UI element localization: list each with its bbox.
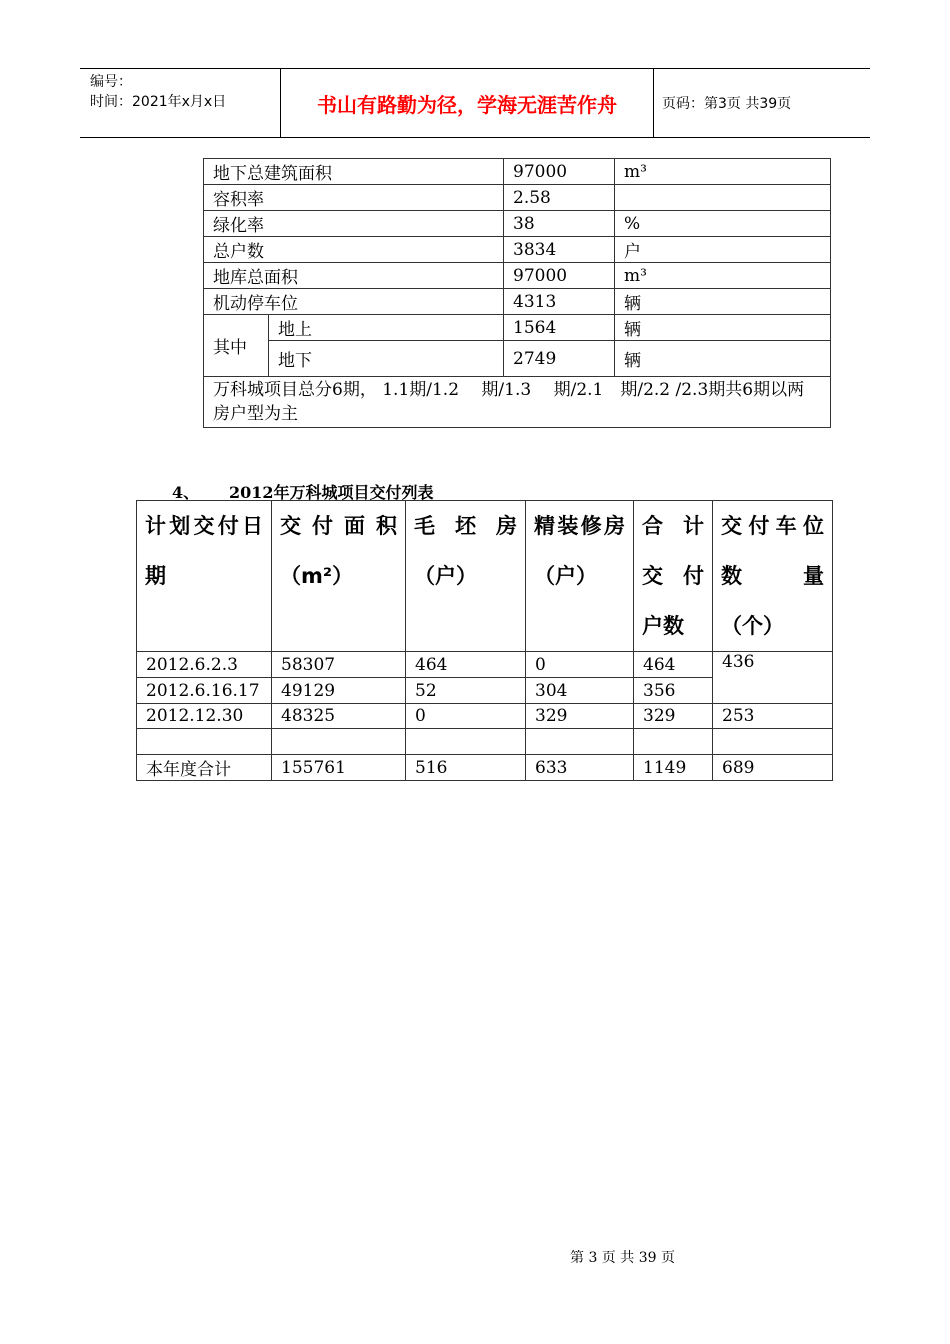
cell-rough	[406, 729, 526, 755]
cell-area	[272, 729, 406, 755]
row-label: 总户数	[204, 237, 504, 263]
cell-total	[634, 729, 713, 755]
table-row	[137, 704, 833, 729]
project-phase-note: 万科城项目总分6期， 1.1期/1.2 期/1.3 期/2.1 期/2.2 /2.3期共6期以两房户型为主	[204, 377, 831, 428]
row-label: 容积率	[204, 185, 504, 211]
cell-parking: 689	[713, 755, 833, 781]
table-row	[137, 729, 833, 755]
header-line: 数 量	[721, 564, 824, 588]
cell-area: 155761	[272, 755, 406, 781]
cell-area: 48325	[272, 704, 406, 729]
cell-total: 464	[634, 652, 713, 678]
section-title: 2012年万科城项目交付列表	[229, 483, 434, 502]
table-row	[204, 237, 831, 263]
cell-area: 49129	[272, 678, 406, 704]
cell-total: 356	[634, 678, 713, 704]
cell-finished: 0	[526, 652, 634, 678]
row-value: 97000	[504, 159, 615, 185]
cell-parking: 436	[713, 652, 833, 704]
doc-time: 时间：2021年x月x日	[90, 94, 227, 110]
row-label: 绿化率	[204, 211, 504, 237]
table-row	[204, 263, 831, 289]
cell-finished: 329	[526, 704, 634, 729]
cell-rough: 0	[406, 704, 526, 729]
cell-rough: 52	[406, 678, 526, 704]
header-plan-date	[137, 501, 272, 652]
cell-finished	[526, 729, 634, 755]
cell-date: 2012.12.30	[137, 704, 272, 729]
row-unit: m³	[615, 159, 831, 185]
cell-finished: 633	[526, 755, 634, 781]
sub-row-label: 地上	[269, 315, 504, 341]
cell-parking: 253	[713, 704, 833, 729]
header-line: （个）	[721, 614, 784, 638]
header-line: （户）	[534, 564, 597, 588]
table-row	[204, 315, 831, 341]
cell-total: 1149	[634, 755, 713, 781]
cell-date: 2012.6.16.17	[137, 678, 272, 704]
table-row-total	[137, 755, 833, 781]
table-row	[204, 159, 831, 185]
header-line: 交 付	[642, 564, 704, 588]
sub-row-unit: 辆	[615, 341, 831, 377]
header-motto: 书山有路勤为径，学海无涯苦作舟	[281, 69, 654, 137]
header-parking-spaces	[713, 501, 833, 652]
row-value: 4313	[504, 289, 615, 315]
header-area	[272, 501, 406, 652]
header-page-info: 页码：第3页 共39页	[662, 96, 792, 112]
cell-finished: 304	[526, 678, 634, 704]
header-line: 合 计	[642, 514, 704, 538]
sub-row-value: 2749	[504, 341, 615, 377]
header-line: 计 划 交 付 日	[145, 514, 263, 538]
header-line: 期	[145, 564, 166, 588]
table-row	[204, 377, 831, 428]
sub-row-label: 地下	[269, 341, 504, 377]
row-value: 97000	[504, 263, 615, 289]
cell-rough: 464	[406, 652, 526, 678]
page-header	[80, 68, 870, 138]
cell-date: 本年度合计	[137, 755, 272, 781]
row-unit: m³	[615, 263, 831, 289]
page-footer: 第 3 页 共 39 页	[570, 1250, 675, 1266]
row-unit: 户	[615, 237, 831, 263]
sub-row-unit: 辆	[615, 315, 831, 341]
header-line: 精 装 修 房	[534, 514, 625, 538]
cell-rough: 516	[406, 755, 526, 781]
row-unit	[615, 185, 831, 211]
row-value: 3834	[504, 237, 615, 263]
row-unit: 辆	[615, 289, 831, 315]
header-total-households	[634, 501, 713, 652]
table-row	[204, 341, 831, 377]
doc-number: 编号：	[90, 74, 132, 90]
table-header-row	[137, 501, 833, 652]
header-finished-house	[526, 501, 634, 652]
row-label: 地库总面积	[204, 263, 504, 289]
project-stats-table	[203, 158, 831, 428]
table-row	[204, 211, 831, 237]
header-meta	[80, 69, 281, 137]
cell-parking	[713, 729, 833, 755]
header-rough-house	[406, 501, 526, 652]
row-label: 地下总建筑面积	[204, 159, 504, 185]
header-line: 毛 坯 房	[414, 514, 517, 538]
row-label: 机动停车位	[204, 289, 504, 315]
header-line: 交 付 车 位	[721, 514, 824, 538]
cell-date: 2012.6.2.3	[137, 652, 272, 678]
row-unit: %	[615, 211, 831, 237]
header-line: 交 付 面 积	[280, 514, 397, 538]
delivery-list-table	[136, 500, 833, 781]
row-value: 38	[504, 211, 615, 237]
header-line: 户数	[642, 614, 684, 638]
cell-date	[137, 729, 272, 755]
row-value: 2.58	[504, 185, 615, 211]
table-row	[204, 185, 831, 211]
header-line: （户）	[414, 564, 477, 588]
header-line: （m²）	[280, 564, 354, 588]
section-number: 4、	[172, 483, 200, 502]
sub-row-value: 1564	[504, 315, 615, 341]
group-label: 其中	[204, 315, 269, 377]
cell-total: 329	[634, 704, 713, 729]
cell-area: 58307	[272, 652, 406, 678]
table-row	[204, 289, 831, 315]
table-row	[137, 652, 833, 678]
